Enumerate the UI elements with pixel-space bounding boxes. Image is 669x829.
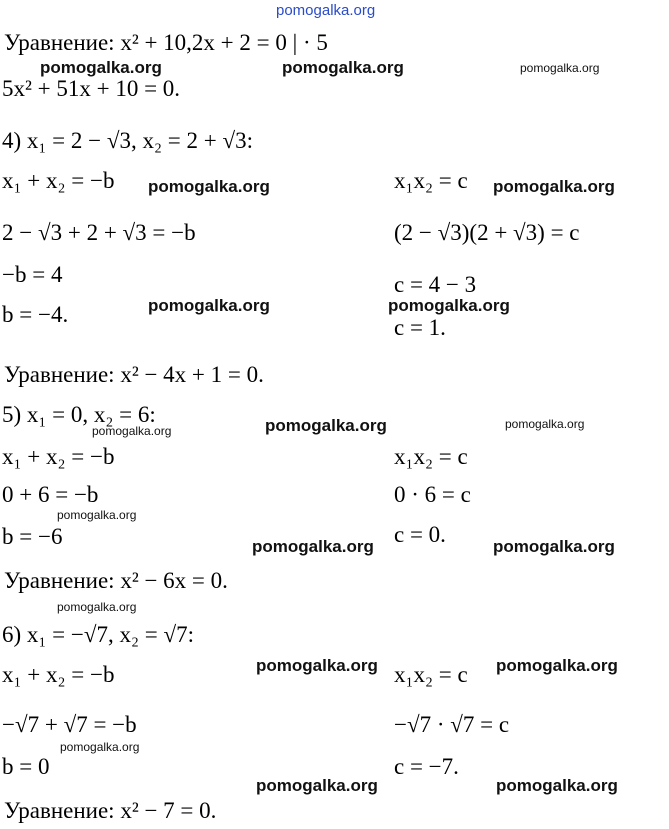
watermark: pomogalka.org: [493, 177, 615, 196]
watermark: pomogalka.org: [148, 177, 270, 196]
vieta-product: x₁x₂ = c: [394, 444, 468, 469]
watermark: pomogalka.org: [520, 61, 600, 75]
vieta-product-result: c = 1.: [394, 315, 446, 340]
watermark: pomogalka.org: [148, 296, 270, 315]
equation-line: Уравнение: x² − 7 = 0.: [4, 798, 217, 823]
watermark: pomogalka.org: [496, 656, 618, 675]
watermark: pomogalka.org: [493, 537, 615, 556]
watermark: pomogalka.org: [57, 508, 137, 522]
watermark: pomogalka.org: [505, 417, 585, 431]
watermark: pomogalka.org: [60, 740, 140, 754]
vieta-sum-step: −√7 + √7 = −b: [2, 712, 137, 737]
vieta-sum: x₁ + x₂ = −b: [2, 662, 115, 687]
watermark: pomogalka.org: [496, 776, 618, 795]
problem-6-roots: 6) x₁ = −√7, x₂ = √7:: [2, 622, 194, 647]
equation-line: 5x² + 51x + 10 = 0.: [2, 76, 181, 101]
watermark-top: pomogalka.org: [276, 2, 376, 19]
vieta-product-step: 0 · 6 = c: [394, 482, 471, 507]
vieta-sum: x₁ + x₂ = −b: [2, 444, 115, 469]
watermark: pomogalka.org: [256, 656, 378, 675]
watermark: pomogalka.org: [252, 537, 374, 556]
vieta-product-result: c = 0.: [394, 522, 446, 547]
equation-line: Уравнение: x² − 6x = 0.: [4, 568, 228, 593]
equation-line: Уравнение: x² − 4x + 1 = 0.: [4, 362, 264, 387]
vieta-sum-step: −b = 4: [2, 262, 63, 287]
watermark: pomogalka.org: [40, 58, 162, 77]
vieta-sum: x₁ + x₂ = −b: [2, 168, 115, 193]
watermark: pomogalka.org: [388, 296, 510, 315]
problem-4-roots: 4) x₁ = 2 − √3, x₂ = 2 + √3:: [2, 128, 253, 153]
vieta-sum-step: 0 + 6 = −b: [2, 482, 99, 507]
equation-line: Уравнение: x² + 10,2x + 2 = 0 | · 5: [4, 30, 328, 55]
vieta-product-step: c = 4 − 3: [394, 272, 477, 297]
vieta-product: x₁x₂ = c: [394, 168, 468, 193]
watermark: pomogalka.org: [92, 424, 172, 438]
watermark: pomogalka.org: [57, 600, 137, 614]
vieta-sum-result: b = 0: [2, 754, 50, 779]
vieta-product-result: c = −7.: [394, 754, 459, 779]
vieta-product: x₁x₂ = c: [394, 662, 468, 687]
vieta-sum-result: b = −4.: [2, 302, 69, 327]
vieta-product-step: (2 − √3)(2 + √3) = c: [394, 220, 580, 245]
watermark: pomogalka.org: [256, 776, 378, 795]
problem-5-roots: 5) x₁ = 0, x₂ = 6:: [2, 402, 156, 427]
vieta-sum-step: 2 − √3 + 2 + √3 = −b: [2, 220, 196, 245]
watermark: pomogalka.org: [282, 58, 404, 77]
watermark: pomogalka.org: [265, 416, 387, 435]
vieta-product-step: −√7 · √7 = c: [394, 712, 510, 737]
vieta-sum-result: b = −6: [2, 524, 63, 549]
